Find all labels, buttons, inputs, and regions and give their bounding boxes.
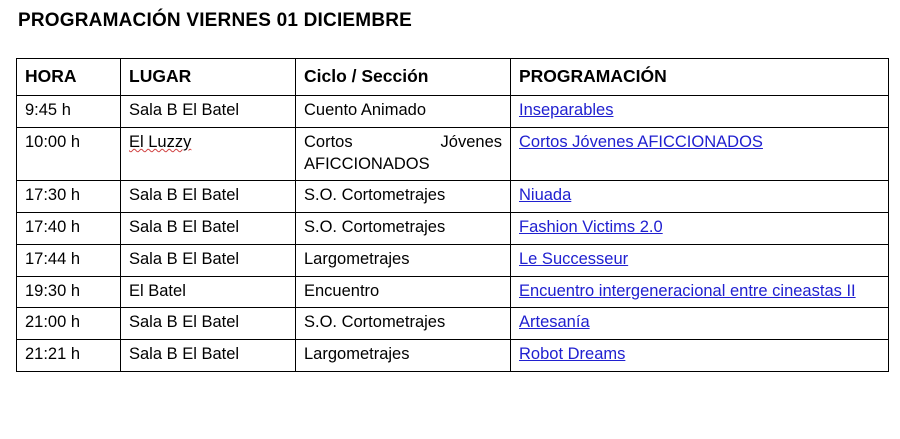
cell-programacion bbox=[511, 213, 889, 245]
programacion-link[interactable]: Artesanía bbox=[519, 313, 590, 332]
table-header-row bbox=[17, 59, 889, 96]
programacion-link[interactable]: Fashion Victims 2.0 bbox=[519, 218, 663, 237]
table-body bbox=[17, 96, 889, 372]
cell-hora: 17:40 h bbox=[17, 213, 121, 245]
cell-ciclo: Largometrajes bbox=[296, 244, 511, 276]
cell-programacion bbox=[511, 276, 889, 308]
table-row bbox=[17, 340, 889, 372]
page-title: PROGRAMACIÓN VIERNES 01 DICIEMBRE bbox=[18, 10, 413, 31]
cell-lugar-text: El Luzzy bbox=[129, 132, 192, 151]
cell-ciclo: Cortos Jóvenes AFICCIONADOS bbox=[296, 127, 511, 181]
cell-lugar: Sala B El Batel bbox=[121, 244, 296, 276]
cell-lugar: Sala B El Batel bbox=[121, 213, 296, 245]
cell-hora: 10:00 h bbox=[17, 127, 121, 181]
cell-lugar: Sala B El Batel bbox=[121, 181, 296, 213]
cell-hora: 17:30 h bbox=[17, 181, 121, 213]
programacion-link[interactable]: Robot Dreams bbox=[519, 345, 626, 364]
cell-lugar: Sala B El Batel bbox=[121, 308, 296, 340]
column-header-programacion: PROGRAMACIÓN bbox=[511, 59, 889, 96]
table-row bbox=[17, 127, 889, 181]
cell-ciclo: Largometrajes bbox=[296, 340, 511, 372]
cell-lugar bbox=[121, 127, 296, 181]
cell-ciclo: Cuento Animado bbox=[296, 96, 511, 128]
column-header-ciclo: Ciclo / Sección bbox=[296, 59, 511, 96]
cell-programacion bbox=[511, 96, 889, 128]
cell-hora: 17:44 h bbox=[17, 244, 121, 276]
programacion-link[interactable]: Encuentro intergeneracional entre cineastas II bbox=[519, 281, 856, 300]
cell-programacion bbox=[511, 340, 889, 372]
cell-ciclo: S.O. Cortometrajes bbox=[296, 308, 511, 340]
schedule-table bbox=[16, 58, 889, 372]
cell-programacion bbox=[511, 181, 889, 213]
table-row bbox=[17, 244, 889, 276]
table-row bbox=[17, 96, 889, 128]
cell-programacion bbox=[511, 244, 889, 276]
document-page bbox=[0, 6, 900, 372]
cell-ciclo: S.O. Cortometrajes bbox=[296, 181, 511, 213]
cell-hora: 19:30 h bbox=[17, 276, 121, 308]
cell-lugar: El Batel bbox=[121, 276, 296, 308]
table-row bbox=[17, 308, 889, 340]
table-row bbox=[17, 213, 889, 245]
programacion-link[interactable]: Niuada bbox=[519, 186, 572, 205]
cell-ciclo: Encuentro bbox=[296, 276, 511, 308]
cell-ciclo: S.O. Cortometrajes bbox=[296, 213, 511, 245]
cell-hora: 9:45 h bbox=[17, 96, 121, 128]
cell-lugar: Sala B El Batel bbox=[121, 340, 296, 372]
cell-programacion bbox=[511, 308, 889, 340]
cell-hora: 21:00 h bbox=[17, 308, 121, 340]
cell-lugar: Sala B El Batel bbox=[121, 96, 296, 128]
cell-programacion bbox=[511, 127, 889, 181]
table-row bbox=[17, 276, 889, 308]
column-header-lugar: LUGAR bbox=[121, 59, 296, 96]
cell-hora: 21:21 h bbox=[17, 340, 121, 372]
programacion-link[interactable]: Cortos Jóvenes AFICCIONADOS bbox=[519, 132, 763, 151]
table-row bbox=[17, 181, 889, 213]
column-header-hora: HORA bbox=[17, 59, 121, 96]
programacion-link[interactable]: Le Successeur bbox=[519, 249, 629, 268]
programacion-link[interactable]: Inseparables bbox=[519, 101, 614, 120]
